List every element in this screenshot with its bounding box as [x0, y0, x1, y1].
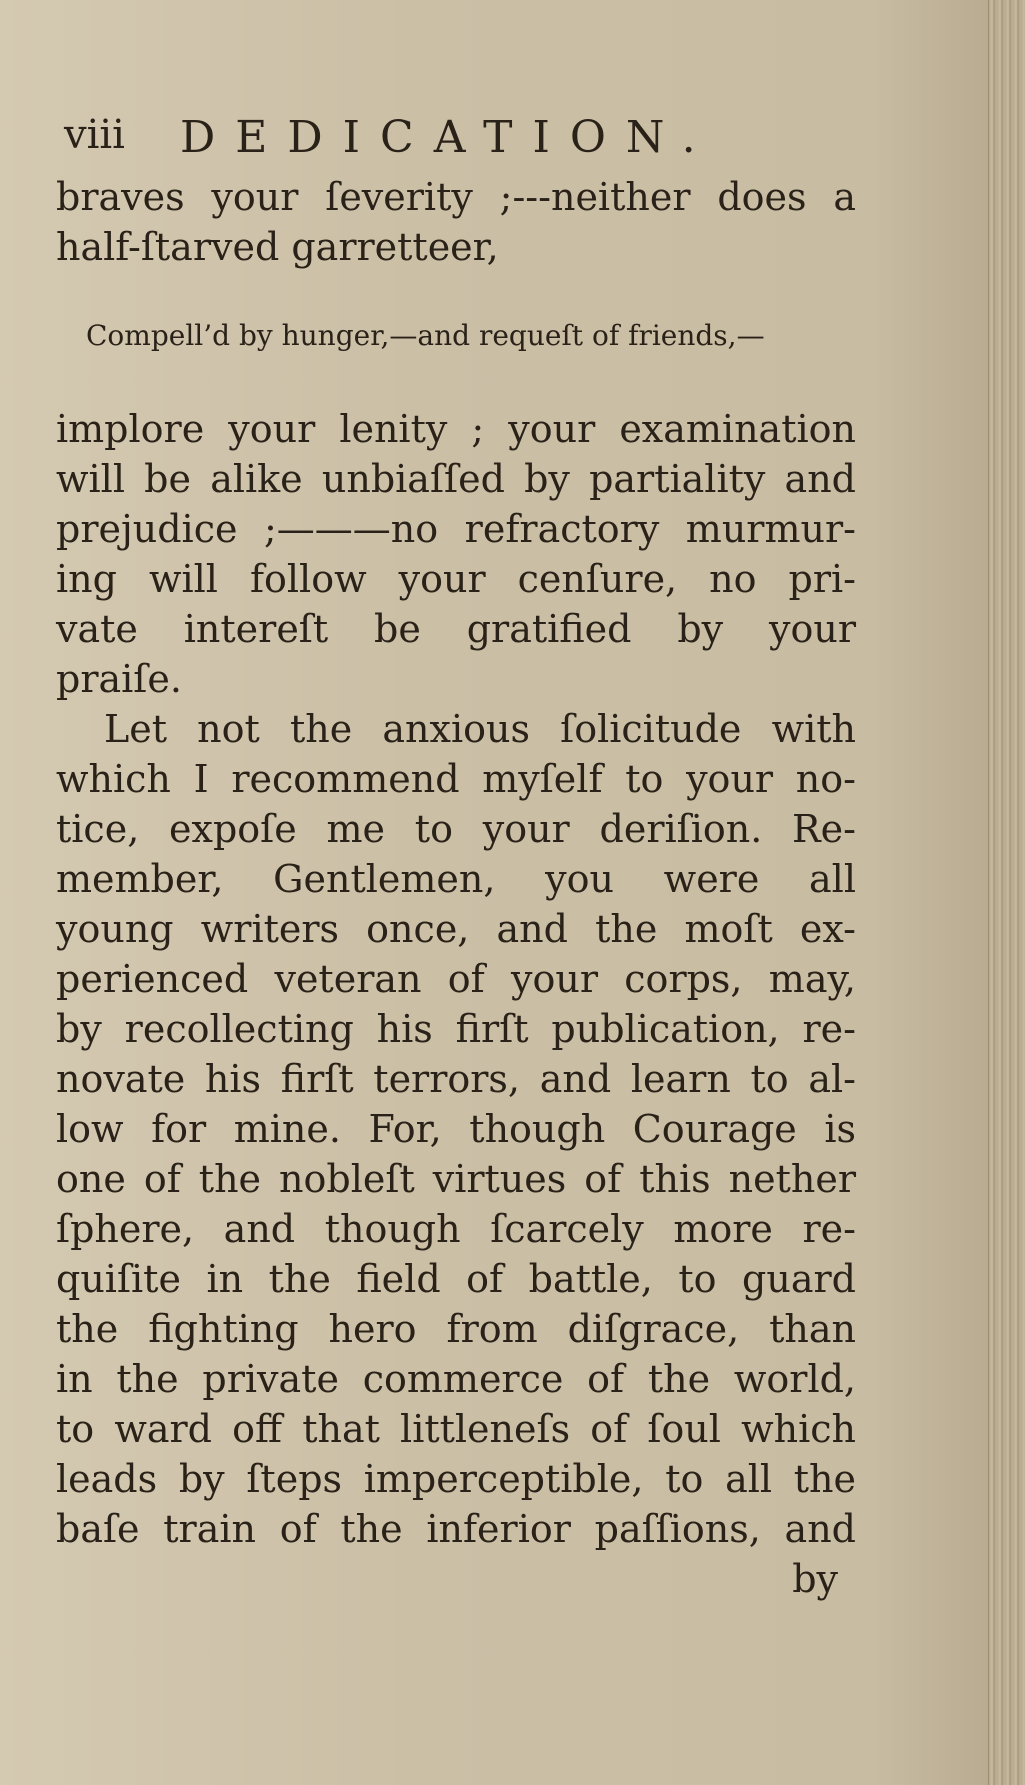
text-line: in the private commerce of the world,: [56, 1357, 856, 1401]
running-header: [56, 100, 856, 164]
text-line: braves your ſeverity ;---neither does a: [56, 175, 856, 219]
page-edge: [988, 0, 1025, 1785]
text-line: ing will follow your cenſure, no pri-: [56, 557, 856, 601]
text-block: [56, 100, 856, 1604]
text-line: Let not the anxious ſolicitude with: [104, 707, 856, 751]
text-line: tice, expoſe me to your deriſion. Re-: [56, 807, 856, 851]
text-line: prejudice ;———no refractory murmur-: [56, 507, 856, 551]
text-line: vate intereſt be gratified by your: [56, 607, 856, 651]
text-line: ſphere, and though ſcarcely more re-: [56, 1207, 856, 1251]
text-line: perienced veteran of your corps, may,: [56, 957, 856, 1001]
text-line: praiſe.: [56, 657, 182, 701]
text-line: leads by ſteps imperceptible, to all the: [56, 1457, 856, 1501]
text-line: low for mine. For, though Courage is: [56, 1107, 856, 1151]
text-line: one of the nobleſt virtues of this nether: [56, 1157, 856, 1201]
running-title: DEDICATION.: [180, 112, 716, 163]
text-line: novate his firſt terrors, and learn to al-: [56, 1057, 856, 1101]
text-line: which I recommend myſelf to your no-: [56, 757, 856, 801]
catchword: by: [792, 1557, 838, 1601]
page-number: viii: [64, 112, 125, 158]
text-line: half-ſtarved garretteer,: [56, 225, 499, 269]
text-line: by recollecting his firſt publication, re-: [56, 1007, 856, 1051]
text-line: the fighting hero from diſgrace, than: [56, 1307, 856, 1351]
text-line: implore your lenity ; your examination: [56, 407, 856, 451]
text-line: young writers once, and the moſt ex-: [56, 907, 856, 951]
quotation: Compell’d by hunger,—and requeſt of friends,—: [86, 319, 765, 352]
text-line: will be alike unbiaſſed by partiality and: [56, 457, 856, 501]
text-line: baſe train of the inferior paſſions, and: [56, 1507, 856, 1551]
text-line: member, Gentlemen, you were all: [56, 857, 856, 901]
text-line: to ward off that littleneſs of ſoul which: [56, 1407, 856, 1451]
text-line: quiſite in the field of battle, to guard: [56, 1257, 856, 1301]
